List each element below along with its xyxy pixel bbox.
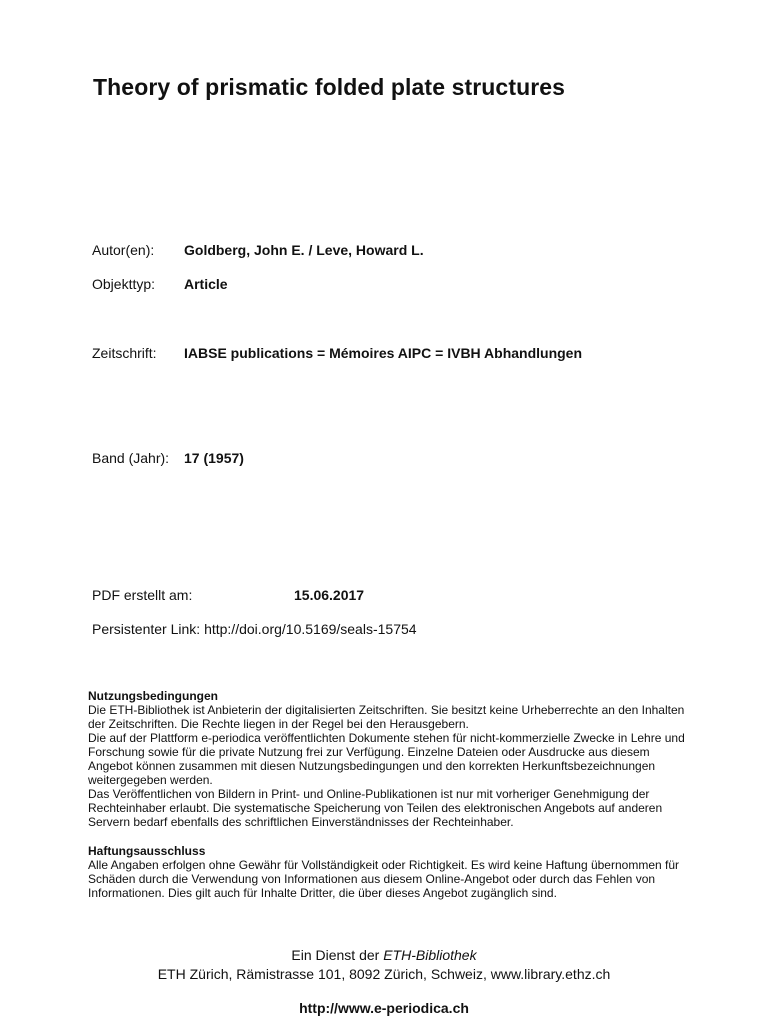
- metadata-label-volume: Band (Jahr):: [92, 450, 170, 466]
- metadata-value-authors: Goldberg, John E. / Leve, Howard L.: [184, 242, 424, 258]
- footer-service-line: [0, 947, 768, 963]
- footer-address: ETH Zürich, Rämistrasse 101, 8092 Zürich, Schweiz, www.library.ethz.ch: [157, 966, 611, 982]
- metadata-value-object-type: Article: [184, 276, 228, 292]
- terms-of-use-heading: Nutzungsbedingungen: [88, 689, 218, 703]
- disclaimer-heading: Haftungsausschluss: [88, 844, 206, 858]
- document-title: Theory of prismatic folded plate structures: [93, 74, 566, 100]
- footer-service-prefix: Ein Dienst der: [291, 947, 380, 963]
- terms-paragraph: Das Veröffentlichen von Bildern in Print- und Online-Publikationen ist nur mit vorheriger Genehmigung der Rechteinhaber erlaubt. Die systematische Speicherung von Teilen des elektronischen Angebots auf anderen Servern bedarf ebenfalls des schriftlichen Einverständnisses der Rechteinhaber.: [88, 787, 663, 829]
- metadata-value-volume: 17 (1957): [184, 450, 244, 466]
- pdf-created-row: [92, 587, 365, 603]
- terms-of-use-section: [88, 689, 688, 829]
- footer-e-periodica-link[interactable]: http://www.e-periodica.ch: [299, 1000, 469, 1016]
- persistent-link-row: [92, 621, 417, 637]
- metadata-label-authors: Autor(en):: [92, 242, 155, 258]
- disclaimer-section: [88, 844, 688, 900]
- footer-service-name: ETH-Bibliothek: [383, 947, 477, 963]
- terms-paragraph: Die ETH-Bibliothek ist Anbieterin der digitalisierten Zeitschriften. Sie besitzt keine Urheberrechte an den Inhalten der Zeitschriften. Die Rechte liegen in der Regel bei den Herausgebern.: [88, 703, 685, 731]
- disclaimer-paragraph: Alle Angaben erfolgen ohne Gewähr für Vollständigkeit oder Richtigkeit. Es wird keine Haftung übernommen für Schäden durch die Verwendung von Informationen aus diesem Online-Angebot oder durch das Fehlen von Informationen. Dies gilt auch für Inhalte Dritter, die über dieses Angebot zugänglich sind.: [88, 858, 680, 900]
- pdf-created-label: PDF erstellt am:: [92, 587, 193, 603]
- metadata-value-journal: IABSE publications = Mémoires AIPC = IVBH Abhandlungen: [184, 345, 583, 361]
- pdf-created-date: 15.06.2017: [294, 587, 365, 603]
- persistent-link-label: Persistenter Link:: [92, 621, 201, 637]
- metadata-label-journal: Zeitschrift:: [92, 345, 157, 361]
- terms-paragraph: Die auf der Plattform e-periodica veröffentlichten Dokumente stehen für nicht-kommerzielle Zwecke in Lehre und Forschung sowie für die private Nutzung frei zur Verfügung. Einzelne Dateien oder Ausdrucke aus diesem Angebot können zusammen mit diesen Nutzungsbedingungen und den korrekten Herkunftsbezeichnungen weitergegeben werden.: [88, 731, 685, 787]
- metadata-label-object-type: Objekttyp:: [92, 276, 156, 292]
- persistent-link-url[interactable]: http://doi.org/10.5169/seals-15754: [204, 621, 417, 637]
